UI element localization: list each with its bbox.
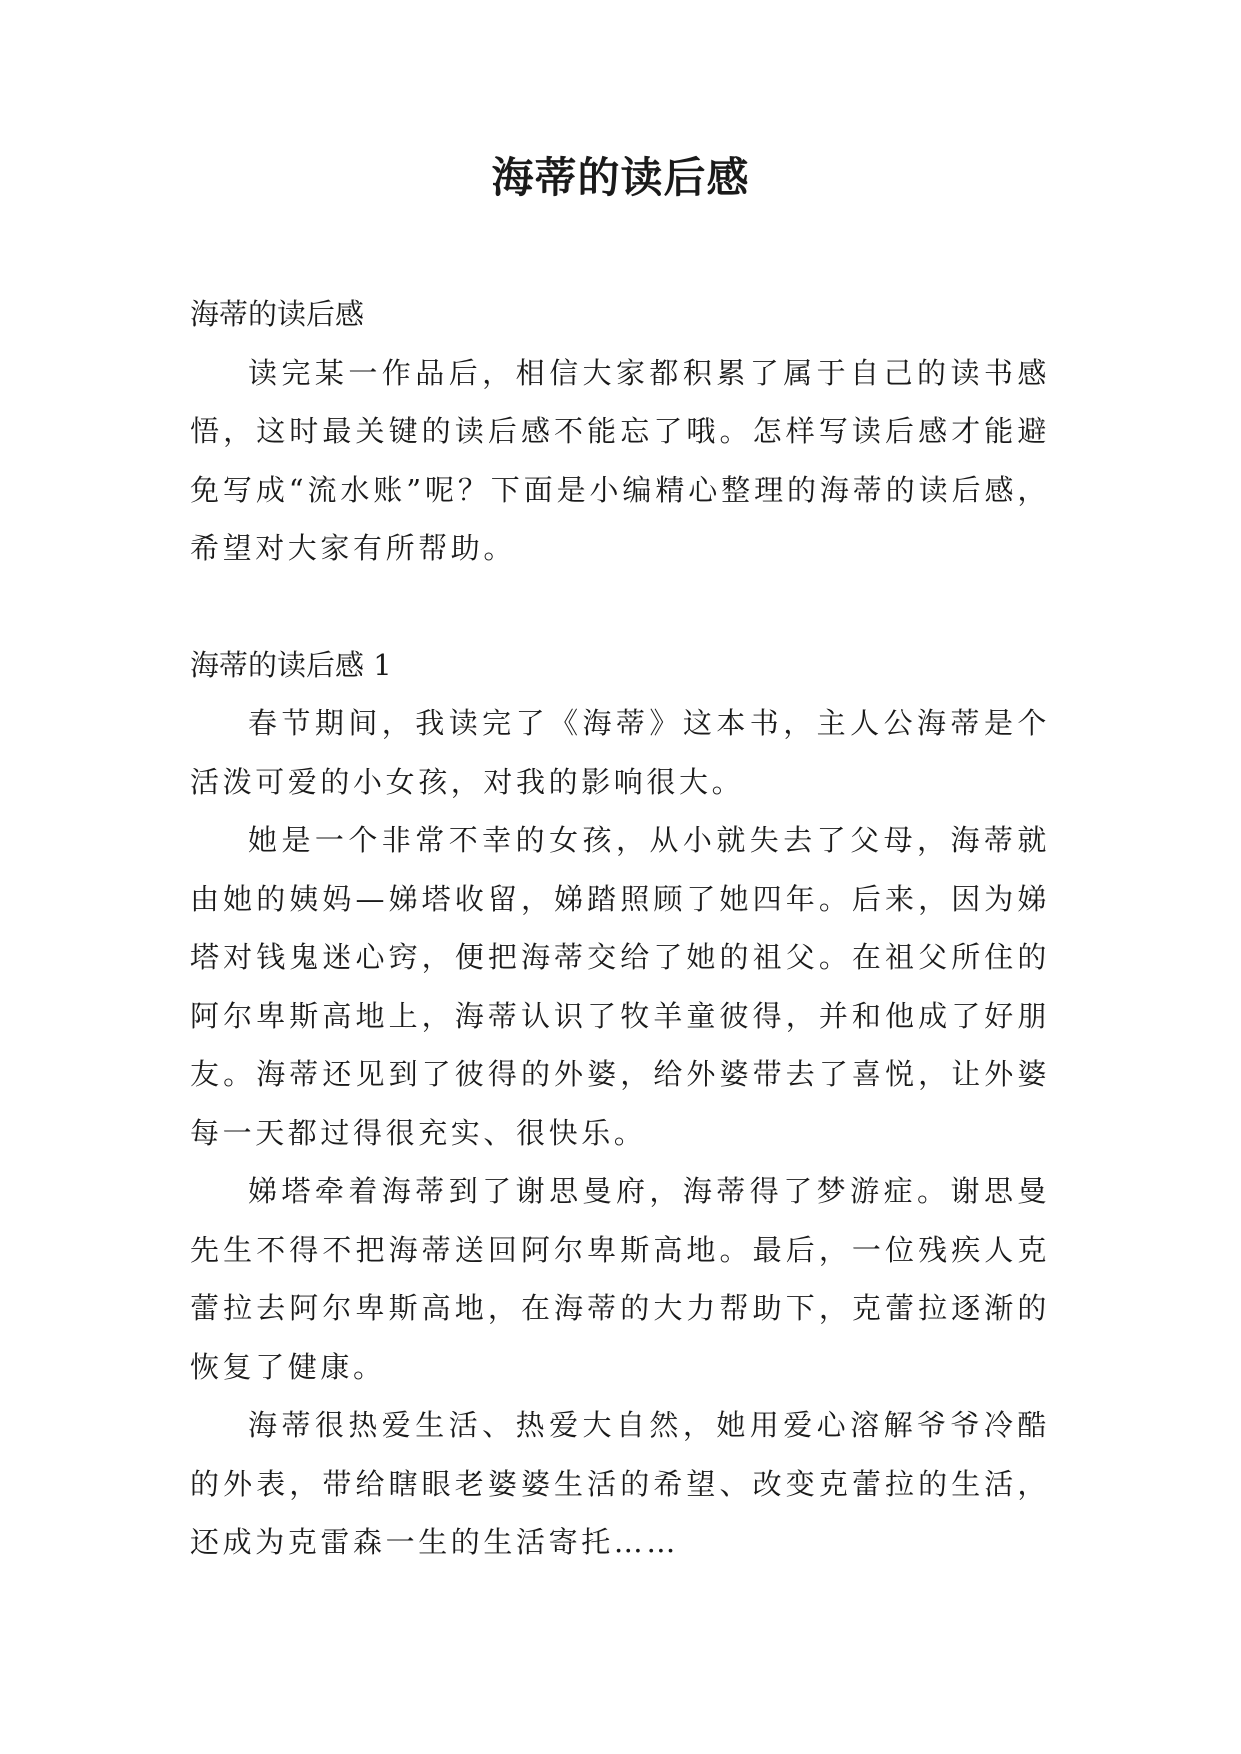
- section-heading: 海蒂的读后感 1: [190, 647, 392, 682]
- body-paragraph: 她是一个非常不幸的女孩，从小就失去了父母，海蒂就由她的姨妈—娣塔收留，娣踏照顾了她四年。后来，因为娣塔对钱鬼迷心窍，便把海蒂交给了她的祖父。在祖父所住的阿尔卑斯高地上，海蒂认识了牧羊童彼得，并和他成了好朋友。海蒂还见到了彼得的外婆，给外婆带去了喜悦，让外婆每一天都过得很充实、很快乐。: [190, 823, 1050, 1150]
- body-paragraph: 海蒂很热爱生活、热爱大自然，她用爱心溶解爷爷冷酷的外表，带给瞎眼老婆婆生活的希望、改变克蕾拉的生活，还成为克雷森一生的生活寄托……: [190, 1408, 1050, 1559]
- document-title: 海蒂的读后感: [491, 153, 750, 202]
- body-paragraph: 娣塔牵着海蒂到了谢思曼府，海蒂得了梦游症。谢思曼先生不得不把海蒂送回阿尔卑斯高地。最后，一位残疾人克蕾拉去阿尔卑斯高地，在海蒂的大力帮助下，克蕾拉逐渐的恢复了健康。: [190, 1174, 1050, 1384]
- body-paragraph: 春节期间，我读完了《海蒂》这本书，主人公海蒂是个活泼可爱的小女孩，对我的影响很大。: [190, 706, 1050, 799]
- intro-heading: 海蒂的读后感: [190, 297, 365, 331]
- intro-paragraph: 读完某一作品后，相信大家都积累了属于自己的读书感悟，这时最关键的读后感不能忘了哦。怎样写读后感才能避免写成“流水账”呢？下面是小编精心整理的海蒂的读后感，希望对大家有所帮助。: [190, 355, 1050, 565]
- section-spacer: [190, 578, 1050, 636]
- document-body: [190, 285, 1050, 1572]
